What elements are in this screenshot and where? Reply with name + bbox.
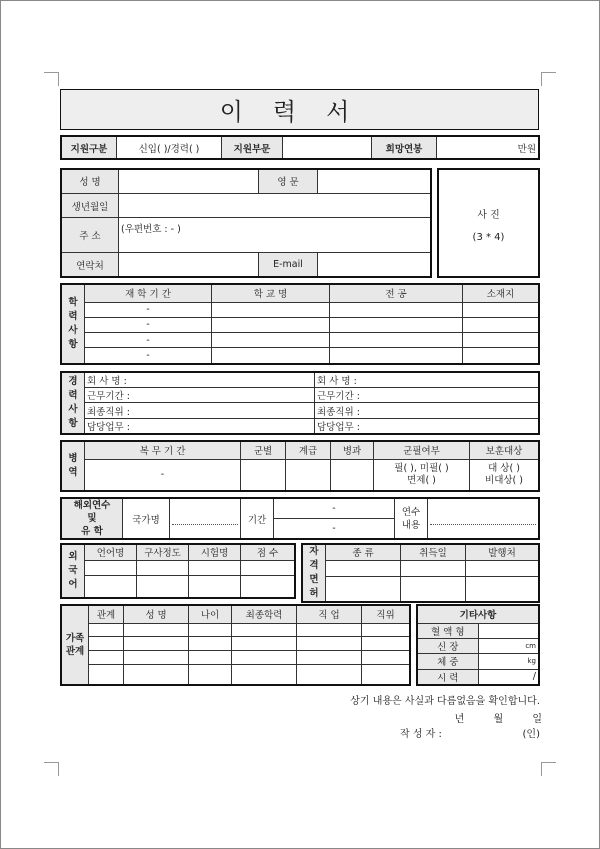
height-field[interactable]: cm xyxy=(478,638,539,653)
edu-cell[interactable] xyxy=(330,333,463,348)
family-cell[interactable] xyxy=(89,664,124,685)
family-cell[interactable] xyxy=(232,637,297,651)
lang-col-score: 점 수 xyxy=(241,544,296,560)
family-cell[interactable] xyxy=(189,651,232,665)
crop-mark-bl-v xyxy=(58,762,59,776)
lang-col-test: 시험명 xyxy=(189,544,241,560)
family-cell[interactable] xyxy=(232,651,297,665)
overseas-label-2: 및 xyxy=(87,513,97,524)
photo-box[interactable] xyxy=(437,168,540,278)
confirm-statement: 상기 내용은 사실과 다름없음을 확인합니다. xyxy=(350,696,540,707)
other-title: 기타사항 xyxy=(417,605,539,623)
mil-col-status: 군필여부 xyxy=(374,441,470,459)
family-cell[interactable] xyxy=(124,637,189,651)
edu-cell[interactable] xyxy=(463,302,540,317)
military-section-label: 병역 xyxy=(61,441,85,491)
career-field-period[interactable]: 근무기간 : xyxy=(315,388,540,403)
family-cell[interactable] xyxy=(189,637,232,651)
edu-cell[interactable] xyxy=(212,333,330,348)
family-col-position: 직위 xyxy=(362,605,411,623)
seal-label: (인) xyxy=(522,729,540,740)
edu-period-cell[interactable]: - xyxy=(85,333,212,348)
family-section-label: 가족관계 xyxy=(61,605,89,685)
family-cell[interactable] xyxy=(362,651,411,665)
edu-period-cell[interactable]: - xyxy=(85,302,212,317)
overseas-section-label xyxy=(61,498,123,539)
contact-label: 연락처 xyxy=(61,253,119,277)
lang-cell[interactable] xyxy=(241,575,296,598)
career-field-position[interactable]: 최종직위 : xyxy=(85,403,315,418)
crop-mark-tl xyxy=(44,72,58,73)
career-field-duty[interactable]: 담당업무 : xyxy=(85,418,315,434)
mil-col-branch: 군별 xyxy=(241,441,286,459)
mil-period-field[interactable]: - xyxy=(85,459,241,491)
family-col-name: 성 명 xyxy=(124,605,189,623)
birth-label: 생년월일 xyxy=(61,193,119,217)
mil-status-line1: 필( ), 미필( ) xyxy=(394,462,449,474)
address-field[interactable]: (우편번호 : - ) xyxy=(119,218,432,253)
career-field-duty[interactable]: 담당업무 : xyxy=(315,418,540,434)
lang-cell[interactable] xyxy=(137,575,189,598)
education-section-label: 학력사항 xyxy=(61,284,85,364)
mil-specialty-field[interactable] xyxy=(331,459,374,491)
license-col-type: 종 류 xyxy=(326,544,401,560)
crop-mark-bl xyxy=(44,762,58,763)
vision-field[interactable]: / xyxy=(478,669,539,685)
military-table xyxy=(60,440,540,492)
edu-col-period: 재 학 기 간 xyxy=(85,284,212,302)
training-label-2: 내용 xyxy=(401,519,421,531)
family-cell[interactable] xyxy=(89,637,124,651)
license-section-label: 자격면허 xyxy=(302,544,326,602)
career-field-company[interactable]: 회 사 명 : xyxy=(315,372,540,388)
salary-field[interactable]: 만원 xyxy=(437,136,540,159)
photo-size-label: (3 * 4) xyxy=(472,232,505,243)
education-table xyxy=(60,283,540,365)
salary-label: 희망연봉 xyxy=(372,136,437,159)
family-cell[interactable] xyxy=(232,623,297,637)
lang-cell[interactable] xyxy=(85,575,137,598)
blood-type-field[interactable] xyxy=(478,623,539,638)
apply-type-label: 지원구분 xyxy=(61,136,117,159)
mil-col-period: 복 무 기 간 xyxy=(85,441,241,459)
crop-mark-br xyxy=(542,762,556,763)
family-cell[interactable] xyxy=(89,651,124,665)
period-label: 기간 xyxy=(241,498,274,539)
overseas-table xyxy=(60,497,540,540)
license-col-issuer: 발행처 xyxy=(466,544,540,560)
family-cell[interactable] xyxy=(362,623,411,637)
family-col-education: 최종학력 xyxy=(232,605,297,623)
email-field[interactable] xyxy=(318,253,432,277)
family-cell[interactable] xyxy=(89,623,124,637)
date-line[interactable]: 년 월 일 xyxy=(454,714,542,725)
vision-label: 시 력 xyxy=(417,669,478,685)
family-col-relation: 관계 xyxy=(89,605,124,623)
weight-field[interactable]: kg xyxy=(478,654,539,669)
license-cell[interactable] xyxy=(466,577,540,602)
crop-mark-tr-v xyxy=(541,72,542,86)
name-field[interactable] xyxy=(119,169,259,193)
license-cell[interactable] xyxy=(326,560,401,577)
lang-cell[interactable] xyxy=(241,560,296,575)
lang-cell[interactable] xyxy=(189,575,241,598)
application-header-table xyxy=(60,135,540,160)
training-field[interactable] xyxy=(428,498,540,539)
mil-veteran-field[interactable] xyxy=(470,459,540,491)
blood-type-label: 혈 액 형 xyxy=(417,623,478,638)
edu-period-cell[interactable]: - xyxy=(85,317,212,332)
mil-col-veteran: 보훈대상 xyxy=(470,441,540,459)
license-col-date: 취득일 xyxy=(401,544,466,560)
edu-cell[interactable] xyxy=(330,317,463,332)
document-title: 이력서 xyxy=(60,89,539,130)
english-name-label: 영 문 xyxy=(259,169,318,193)
edu-col-major: 전 공 xyxy=(330,284,463,302)
career-field-company[interactable]: 회 사 명 : xyxy=(85,372,315,388)
edu-cell[interactable] xyxy=(212,302,330,317)
mil-veteran-line1: 대 상( ) xyxy=(488,462,520,474)
dept-label: 지원부문 xyxy=(222,136,283,159)
english-name-field[interactable] xyxy=(318,169,432,193)
writer-label: 작 성 자 : xyxy=(400,729,442,740)
family-cell[interactable] xyxy=(124,664,189,685)
lang-col-name: 언어명 xyxy=(85,544,137,560)
edu-col-school: 학 교 명 xyxy=(212,284,330,302)
dept-field[interactable] xyxy=(283,136,372,159)
email-label: E-mail xyxy=(259,253,318,277)
weight-label: 체 중 xyxy=(417,654,478,669)
other-info-table xyxy=(416,604,540,686)
contact-field[interactable] xyxy=(119,253,259,277)
edu-cell[interactable] xyxy=(212,348,330,364)
height-label: 신 장 xyxy=(417,638,478,653)
language-table xyxy=(60,543,296,599)
edu-cell[interactable] xyxy=(463,348,540,364)
photo-label: 사 진 xyxy=(477,210,500,221)
family-cell[interactable] xyxy=(189,623,232,637)
personal-info-table xyxy=(60,168,432,278)
family-cell[interactable] xyxy=(189,664,232,685)
address-label: 주 소 xyxy=(61,218,119,253)
edu-col-location: 소재지 xyxy=(463,284,540,302)
license-table xyxy=(301,543,540,603)
family-cell[interactable] xyxy=(297,664,362,685)
mil-rank-field[interactable] xyxy=(286,459,331,491)
family-cell[interactable] xyxy=(362,664,411,685)
country-label: 국가명 xyxy=(123,498,170,539)
edu-period-cell[interactable]: - xyxy=(85,348,212,364)
mil-veteran-line2: 비대상( ) xyxy=(485,474,523,486)
family-cell[interactable] xyxy=(297,623,362,637)
mil-col-rank: 계급 xyxy=(286,441,331,459)
language-section-label: 외국어 xyxy=(61,544,85,598)
license-cell[interactable] xyxy=(401,577,466,602)
apply-type-field[interactable]: 신입( )/경력( ) xyxy=(117,136,222,159)
training-label xyxy=(395,498,428,539)
career-section-label: 경력사항 xyxy=(61,372,85,434)
mil-status-line2: 면제( ) xyxy=(407,474,436,486)
family-cell[interactable] xyxy=(297,637,362,651)
lang-cell[interactable] xyxy=(85,560,137,575)
license-cell[interactable] xyxy=(326,577,401,602)
family-table xyxy=(60,604,411,686)
family-col-age: 나이 xyxy=(189,605,232,623)
edu-cell[interactable] xyxy=(463,317,540,332)
writer-field[interactable] xyxy=(462,725,512,737)
crop-mark-br-v xyxy=(541,762,542,776)
crop-mark-tr xyxy=(542,72,556,73)
family-cell[interactable] xyxy=(124,623,189,637)
license-cell[interactable] xyxy=(466,560,540,577)
career-table xyxy=(60,371,540,435)
name-label: 성 명 xyxy=(61,169,119,193)
country-field[interactable] xyxy=(170,498,241,539)
mil-col-specialty: 병과 xyxy=(331,441,374,459)
family-cell[interactable] xyxy=(124,651,189,665)
lang-col-level: 구사정도 xyxy=(137,544,189,560)
overseas-label-3: 유 학 xyxy=(81,526,103,537)
crop-mark-tl-v xyxy=(58,72,59,86)
career-field-position[interactable]: 최종직위 : xyxy=(315,403,540,418)
mil-status-field[interactable] xyxy=(374,459,470,491)
family-cell[interactable] xyxy=(362,637,411,651)
birth-field[interactable] xyxy=(119,193,432,217)
license-cell[interactable] xyxy=(401,560,466,577)
edu-cell[interactable] xyxy=(330,302,463,317)
edu-cell[interactable] xyxy=(212,317,330,332)
family-col-job: 직 업 xyxy=(297,605,362,623)
edu-cell[interactable] xyxy=(330,348,463,364)
overseas-label-1: 해외연수 xyxy=(73,500,111,511)
lang-cell[interactable] xyxy=(189,560,241,575)
training-label-1: 연수 xyxy=(401,506,421,518)
overseas-period-start[interactable]: - xyxy=(274,498,395,519)
career-field-period[interactable]: 근무기간 : xyxy=(85,388,315,403)
lang-cell[interactable] xyxy=(137,560,189,575)
family-cell[interactable] xyxy=(232,664,297,685)
edu-cell[interactable] xyxy=(463,333,540,348)
mil-branch-field[interactable] xyxy=(241,459,286,491)
family-cell[interactable] xyxy=(297,651,362,665)
overseas-period-end[interactable]: - xyxy=(274,519,395,540)
